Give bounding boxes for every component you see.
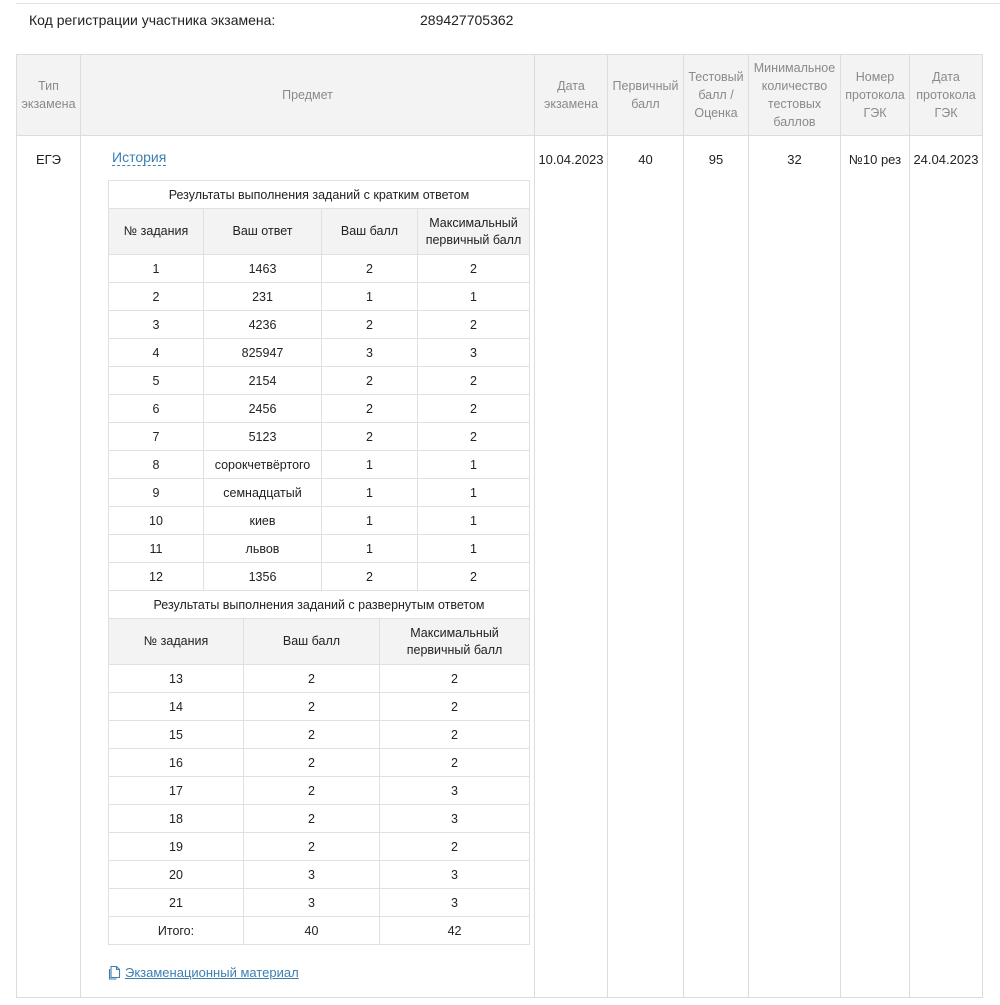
answer: 2456 (204, 395, 322, 423)
task-number: 7 (109, 423, 204, 451)
table-row (109, 423, 530, 451)
max-score: 1 (418, 535, 530, 563)
short-header-task: № задания (109, 209, 204, 255)
short-header-answer: Ваш ответ (204, 209, 322, 255)
table-row (109, 311, 530, 339)
max-score: 2 (418, 395, 530, 423)
score: 2 (322, 423, 418, 451)
answer: 5123 (204, 423, 322, 451)
task-number: 15 (109, 721, 244, 749)
task-number: 2 (109, 283, 204, 311)
table-row (109, 563, 530, 591)
subject-cell (81, 136, 535, 998)
score: 2 (244, 805, 380, 833)
table-row (109, 451, 530, 479)
table-row (109, 861, 530, 889)
answer: киев (204, 507, 322, 535)
max-score: 3 (380, 861, 530, 889)
score: 1 (322, 535, 418, 563)
header-protocol-date: Дата протокола ГЭК (910, 55, 983, 136)
score: 3 (244, 889, 380, 917)
max-score: 1 (418, 507, 530, 535)
table-row (109, 283, 530, 311)
exam-results-table (16, 54, 983, 998)
answer: сорокчетвёртого (204, 451, 322, 479)
table-row (109, 777, 530, 805)
table-row (109, 507, 530, 535)
max-score: 3 (380, 805, 530, 833)
table-row (109, 889, 530, 917)
max-score: 2 (418, 423, 530, 451)
task-number: 4 (109, 339, 204, 367)
exam-date: 10.04.2023 (535, 136, 608, 998)
max-score: 1 (418, 479, 530, 507)
header-test-score: Тестовый балл / Оценка (684, 55, 749, 136)
subject-link[interactable]: История (112, 149, 167, 165)
score: 2 (322, 255, 418, 283)
table-row (109, 367, 530, 395)
total-row (109, 917, 530, 945)
max-score: 2 (418, 255, 530, 283)
max-score: 3 (380, 889, 530, 917)
task-number: 11 (109, 535, 204, 563)
max-score: 2 (418, 311, 530, 339)
short-answers-table (108, 180, 530, 591)
exam-type: ЕГЭ (35, 152, 62, 167)
table-row (109, 693, 530, 721)
primary-score: 40 (608, 136, 684, 998)
score: 3 (322, 339, 418, 367)
score: 2 (244, 749, 380, 777)
answer: 1463 (204, 255, 322, 283)
score: 2 (244, 693, 380, 721)
document-icon (108, 964, 122, 980)
max-score: 2 (418, 563, 530, 591)
score: 3 (244, 861, 380, 889)
task-number: 1 (109, 255, 204, 283)
short-answers-caption: Результаты выполнения заданий с кратким ответом (109, 181, 530, 209)
task-number: 5 (109, 367, 204, 395)
answer: 231 (204, 283, 322, 311)
task-number: 9 (109, 479, 204, 507)
short-header-score: Ваш балл (322, 209, 418, 255)
header-exam-date: Дата экзамена (535, 55, 608, 136)
task-number: 14 (109, 693, 244, 721)
results-header-row (17, 55, 983, 136)
max-score: 2 (380, 721, 530, 749)
table-row (109, 749, 530, 777)
max-score: 1 (418, 451, 530, 479)
table-row (109, 665, 530, 693)
score: 1 (322, 451, 418, 479)
exam-material-label[interactable]: Экзаменационный материал (125, 964, 299, 980)
max-score: 2 (380, 665, 530, 693)
exam-material-link[interactable] (108, 964, 534, 980)
min-score: 32 (749, 136, 841, 998)
task-number: 12 (109, 563, 204, 591)
answer: 2154 (204, 367, 322, 395)
task-number: 10 (109, 507, 204, 535)
table-row (109, 833, 530, 861)
score: 1 (322, 283, 418, 311)
top-divider (16, 3, 1000, 4)
registration-label: Код регистрации участника экзамена: (29, 12, 276, 28)
table-row (109, 339, 530, 367)
task-number: 8 (109, 451, 204, 479)
max-score: 2 (380, 749, 530, 777)
task-number: 17 (109, 777, 244, 805)
header-min-score: Минимальное количество тестовых баллов (749, 55, 841, 136)
max-score: 2 (380, 693, 530, 721)
max-score: 2 (418, 367, 530, 395)
short-header-max: Максимальный первичный балл (418, 209, 530, 255)
long-answers-table (108, 591, 530, 945)
table-row (109, 255, 530, 283)
answer: 4236 (204, 311, 322, 339)
task-number: 19 (109, 833, 244, 861)
task-number: 6 (109, 395, 204, 423)
header-subject: Предмет (81, 55, 535, 136)
score: 2 (244, 721, 380, 749)
score: 2 (244, 665, 380, 693)
long-answers-caption: Результаты выполнения заданий с развернутым ответом (109, 591, 530, 619)
answer: семнадцатый (204, 479, 322, 507)
registration-code: 289427705362 (420, 12, 514, 28)
header-primary-score: Первичный балл (608, 55, 684, 136)
header-exam-type: Тип экзамена (17, 55, 81, 136)
long-header-task: № задания (109, 619, 244, 665)
header-protocol-number: Номер протокола ГЭК (841, 55, 910, 136)
task-number: 20 (109, 861, 244, 889)
total-label: Итого: (109, 917, 244, 945)
score: 2 (322, 563, 418, 591)
table-row (109, 535, 530, 563)
answer: 825947 (204, 339, 322, 367)
task-number: 16 (109, 749, 244, 777)
task-number: 3 (109, 311, 204, 339)
task-number: 13 (109, 665, 244, 693)
test-score: 95 (684, 136, 749, 998)
max-score: 3 (418, 339, 530, 367)
score: 2 (244, 777, 380, 805)
table-row (109, 395, 530, 423)
table-row (109, 805, 530, 833)
max-score: 3 (380, 777, 530, 805)
table-row (109, 479, 530, 507)
score: 2 (322, 367, 418, 395)
task-number: 18 (109, 805, 244, 833)
score: 2 (244, 833, 380, 861)
protocol-date: 24.04.2023 (910, 136, 983, 998)
answer: львов (204, 535, 322, 563)
score: 2 (322, 311, 418, 339)
answer: 1356 (204, 563, 322, 591)
exam-row (17, 136, 983, 998)
task-number: 21 (109, 889, 244, 917)
table-row (109, 721, 530, 749)
score: 2 (322, 395, 418, 423)
total-score: 40 (244, 917, 380, 945)
score: 1 (322, 507, 418, 535)
score: 1 (322, 479, 418, 507)
protocol-number: №10 рез (841, 136, 910, 998)
max-score: 1 (418, 283, 530, 311)
long-header-max: Максимальный первичный балл (380, 619, 530, 665)
max-score: 2 (380, 833, 530, 861)
long-header-score: Ваш балл (244, 619, 380, 665)
total-max: 42 (380, 917, 530, 945)
